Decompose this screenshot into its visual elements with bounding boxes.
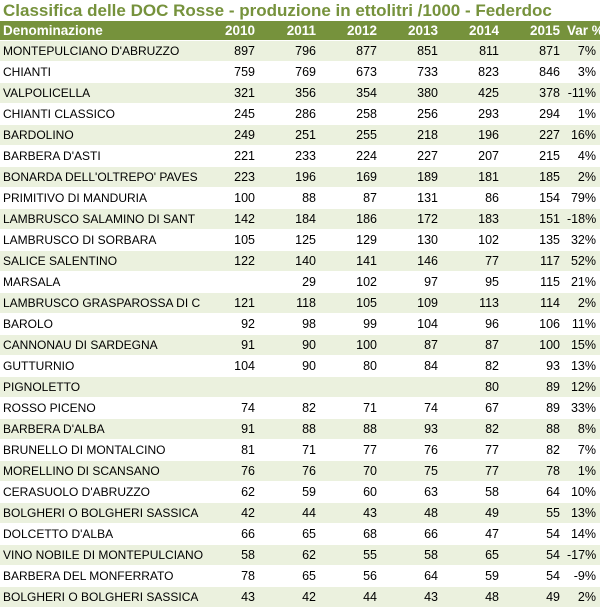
cell-var-percent[interactable]: 10% xyxy=(564,481,600,502)
cell-2011[interactable]: 356 xyxy=(259,82,320,103)
header-var-percent[interactable]: Var % xyxy=(564,21,600,40)
cell-denominazione[interactable]: BARDOLINO xyxy=(0,124,198,145)
cell-2010[interactable]: 897 xyxy=(198,40,259,61)
table-row xyxy=(0,439,600,460)
cell-2013[interactable]: 58 xyxy=(381,544,442,565)
cell-2010[interactable]: 81 xyxy=(198,439,259,460)
cell-var-percent[interactable]: 11% xyxy=(564,313,600,334)
cell-2010[interactable]: 100 xyxy=(198,187,259,208)
cell-2011[interactable]: 42 xyxy=(259,586,320,607)
cell-2014[interactable]: 113 xyxy=(442,292,503,313)
cell-denominazione[interactable]: CANNONAU DI SARDEGNA xyxy=(0,334,198,355)
doc-ranking-table xyxy=(0,21,604,608)
cell-2011[interactable]: 125 xyxy=(259,229,320,250)
cell-var-percent[interactable]: 15% xyxy=(564,334,600,355)
cell-2013[interactable]: 75 xyxy=(381,460,442,481)
cell-2012[interactable]: 105 xyxy=(320,292,381,313)
cell-var-percent[interactable]: 7% xyxy=(564,439,600,460)
cell-2010[interactable]: 66 xyxy=(198,523,259,544)
cell-2011[interactable]: 76 xyxy=(259,460,320,481)
cell-var-percent[interactable]: 14% xyxy=(564,523,600,544)
cell-2013[interactable]: 63 xyxy=(381,481,442,502)
cell-var-percent[interactable]: 2% xyxy=(564,586,600,607)
cell-denominazione[interactable]: LAMBRUSCO GRASPAROSSA DI C xyxy=(0,292,198,313)
cell-denominazione[interactable]: PIGNOLETTO xyxy=(0,376,198,397)
cell-2013[interactable]: 218 xyxy=(381,124,442,145)
cell-2014[interactable]: 811 xyxy=(442,40,503,61)
cell-2010[interactable] xyxy=(198,376,259,397)
cell-denominazione[interactable]: PRIMITIVO DI MANDURIA xyxy=(0,187,198,208)
cell-2010[interactable]: 121 xyxy=(198,292,259,313)
cell-denominazione[interactable]: BRUNELLO DI MONTALCINO xyxy=(0,439,198,460)
cell-2010[interactable]: 91 xyxy=(198,418,259,439)
cell-2015[interactable]: 54 xyxy=(503,523,564,544)
cell-2012[interactable]: 354 xyxy=(320,82,381,103)
cell-2011[interactable]: 90 xyxy=(259,334,320,355)
cell-2013[interactable]: 256 xyxy=(381,103,442,124)
cell-denominazione[interactable]: BOLGHERI O BOLGHERI SASSICA xyxy=(0,586,198,607)
cell-2013[interactable]: 733 xyxy=(381,61,442,82)
cell-2014[interactable]: 102 xyxy=(442,229,503,250)
cell-2011[interactable]: 796 xyxy=(259,40,320,61)
cell-2011[interactable] xyxy=(259,376,320,397)
cell-var-percent[interactable]: 21% xyxy=(564,271,600,292)
cell-2010[interactable]: 245 xyxy=(198,103,259,124)
cell-denominazione[interactable]: LAMBRUSCO SALAMINO DI SANT xyxy=(0,208,198,229)
cell-denominazione[interactable]: BOLGHERI O BOLGHERI SASSICA xyxy=(0,502,198,523)
table-row xyxy=(0,523,600,544)
cell-2012[interactable]: 68 xyxy=(320,523,381,544)
cell-2012[interactable]: 56 xyxy=(320,565,381,586)
cell-2015[interactable]: 54 xyxy=(503,565,564,586)
cell-2012[interactable]: 99 xyxy=(320,313,381,334)
table-row xyxy=(0,292,600,313)
table-row xyxy=(0,586,600,607)
cell-2012[interactable] xyxy=(320,376,381,397)
cell-2013[interactable]: 130 xyxy=(381,229,442,250)
cell-2010[interactable]: 223 xyxy=(198,166,259,187)
cell-var-percent[interactable]: 52% xyxy=(564,250,600,271)
cell-denominazione[interactable]: BONARDA DELL'OLTREPO' PAVES xyxy=(0,166,198,187)
cell-2015[interactable]: 64 xyxy=(503,481,564,502)
cell-2015[interactable]: 89 xyxy=(503,376,564,397)
table-row xyxy=(0,565,600,586)
cell-2014[interactable]: 77 xyxy=(442,439,503,460)
cell-var-percent[interactable]: 13% xyxy=(564,502,600,523)
cell-2015[interactable]: 117 xyxy=(503,250,564,271)
cell-denominazione[interactable]: BARBERA DEL MONFERRATO xyxy=(0,565,198,586)
cell-2013[interactable]: 851 xyxy=(381,40,442,61)
cell-2015[interactable]: 88 xyxy=(503,418,564,439)
cell-var-percent[interactable]: 33% xyxy=(564,397,600,418)
cell-var-percent[interactable]: 7% xyxy=(564,40,600,61)
cell-2010[interactable]: 221 xyxy=(198,145,259,166)
cell-var-percent[interactable]: 2% xyxy=(564,292,600,313)
cell-var-percent[interactable]: 16% xyxy=(564,124,600,145)
table-row xyxy=(0,40,600,61)
cell-var-percent[interactable]: 3% xyxy=(564,61,600,82)
cell-2014[interactable]: 87 xyxy=(442,334,503,355)
cell-2013[interactable]: 93 xyxy=(381,418,442,439)
cell-2014[interactable]: 86 xyxy=(442,187,503,208)
table-row xyxy=(0,208,600,229)
cell-2015[interactable]: 154 xyxy=(503,187,564,208)
cell-2014[interactable]: 82 xyxy=(442,418,503,439)
cell-2014[interactable]: 823 xyxy=(442,61,503,82)
cell-2014[interactable]: 181 xyxy=(442,166,503,187)
cell-2011[interactable]: 62 xyxy=(259,544,320,565)
table-row xyxy=(0,187,600,208)
cell-2014[interactable]: 82 xyxy=(442,355,503,376)
cell-var-percent[interactable]: 12% xyxy=(564,376,600,397)
cell-2015[interactable]: 55 xyxy=(503,502,564,523)
cell-2013[interactable]: 87 xyxy=(381,334,442,355)
cell-var-percent[interactable]: 2% xyxy=(564,166,600,187)
cell-2011[interactable]: 98 xyxy=(259,313,320,334)
cell-2015[interactable]: 378 xyxy=(503,82,564,103)
cell-2013[interactable]: 146 xyxy=(381,250,442,271)
cell-2015[interactable]: 151 xyxy=(503,208,564,229)
table-row xyxy=(0,124,600,145)
cell-2014[interactable]: 47 xyxy=(442,523,503,544)
cell-2012[interactable]: 87 xyxy=(320,187,381,208)
header-2011[interactable]: 2011 xyxy=(259,21,320,40)
cell-2013[interactable]: 109 xyxy=(381,292,442,313)
cell-2012[interactable]: 258 xyxy=(320,103,381,124)
cell-2012[interactable]: 100 xyxy=(320,334,381,355)
cell-2010[interactable]: 142 xyxy=(198,208,259,229)
cell-2015[interactable]: 100 xyxy=(503,334,564,355)
cell-2013[interactable]: 189 xyxy=(381,166,442,187)
cell-var-percent[interactable]: 1% xyxy=(564,103,600,124)
cell-2014[interactable]: 65 xyxy=(442,544,503,565)
cell-2012[interactable]: 43 xyxy=(320,502,381,523)
cell-var-percent[interactable]: 79% xyxy=(564,187,600,208)
cell-2012[interactable]: 102 xyxy=(320,271,381,292)
cell-2014[interactable]: 183 xyxy=(442,208,503,229)
cell-denominazione[interactable]: MONTEPULCIANO D'ABRUZZO xyxy=(0,40,198,61)
cell-2014[interactable]: 77 xyxy=(442,460,503,481)
cell-var-percent[interactable]: 1% xyxy=(564,460,600,481)
cell-2011[interactable]: 71 xyxy=(259,439,320,460)
cell-2012[interactable]: 88 xyxy=(320,418,381,439)
cell-2015[interactable]: 82 xyxy=(503,439,564,460)
table-row xyxy=(0,397,600,418)
cell-2012[interactable]: 80 xyxy=(320,355,381,376)
cell-var-percent[interactable]: -18% xyxy=(564,208,600,229)
header-2010[interactable]: 2010 xyxy=(198,21,259,40)
cell-2011[interactable]: 65 xyxy=(259,523,320,544)
cell-2012[interactable]: 129 xyxy=(320,229,381,250)
cell-2013[interactable]: 64 xyxy=(381,565,442,586)
cell-2015[interactable]: 294 xyxy=(503,103,564,124)
cell-2011[interactable]: 88 xyxy=(259,418,320,439)
cell-2013[interactable]: 104 xyxy=(381,313,442,334)
cell-2013[interactable]: 76 xyxy=(381,439,442,460)
cell-var-percent[interactable]: 4% xyxy=(564,145,600,166)
table-row xyxy=(0,103,600,124)
cell-denominazione[interactable]: DOLCETTO D'ALBA xyxy=(0,523,198,544)
table-row xyxy=(0,481,600,502)
cell-2010[interactable]: 42 xyxy=(198,502,259,523)
cell-2014[interactable]: 67 xyxy=(442,397,503,418)
cell-denominazione[interactable]: MARSALA xyxy=(0,271,198,292)
cell-2010[interactable]: 76 xyxy=(198,460,259,481)
cell-denominazione[interactable]: CHIANTI xyxy=(0,61,198,82)
table-row xyxy=(0,334,600,355)
cell-2015[interactable]: 106 xyxy=(503,313,564,334)
cell-2010[interactable]: 759 xyxy=(198,61,259,82)
cell-var-percent[interactable]: 32% xyxy=(564,229,600,250)
cell-2011[interactable]: 184 xyxy=(259,208,320,229)
cell-2010[interactable]: 74 xyxy=(198,397,259,418)
cell-2010[interactable]: 58 xyxy=(198,544,259,565)
cell-2014[interactable]: 207 xyxy=(442,145,503,166)
table-row xyxy=(0,376,600,397)
cell-2013[interactable]: 131 xyxy=(381,187,442,208)
cell-var-percent[interactable]: 8% xyxy=(564,418,600,439)
cell-2010[interactable]: 43 xyxy=(198,586,259,607)
cell-2011[interactable]: 118 xyxy=(259,292,320,313)
cell-2011[interactable]: 82 xyxy=(259,397,320,418)
table-row xyxy=(0,502,600,523)
cell-2014[interactable]: 48 xyxy=(442,586,503,607)
cell-2011[interactable]: 90 xyxy=(259,355,320,376)
header-2013[interactable]: 2013 xyxy=(381,21,442,40)
cell-2012[interactable]: 141 xyxy=(320,250,381,271)
cell-2011[interactable]: 65 xyxy=(259,565,320,586)
cell-2010[interactable]: 249 xyxy=(198,124,259,145)
cell-denominazione[interactable]: MORELLINO DI SCANSANO xyxy=(0,460,198,481)
table-row xyxy=(0,418,600,439)
cell-denominazione[interactable]: BARBERA D'ALBA xyxy=(0,418,198,439)
cell-2010[interactable]: 122 xyxy=(198,250,259,271)
cell-2014[interactable]: 49 xyxy=(442,502,503,523)
cell-2015[interactable]: 93 xyxy=(503,355,564,376)
table-body xyxy=(0,40,600,607)
cell-denominazione[interactable]: VALPOLICELLA xyxy=(0,82,198,103)
cell-2011[interactable]: 769 xyxy=(259,61,320,82)
cell-var-percent[interactable]: -17% xyxy=(564,544,600,565)
cell-2012[interactable]: 877 xyxy=(320,40,381,61)
cell-2012[interactable]: 224 xyxy=(320,145,381,166)
cell-denominazione[interactable]: BAROLO xyxy=(0,313,198,334)
table-row xyxy=(0,313,600,334)
cell-2012[interactable]: 55 xyxy=(320,544,381,565)
cell-2015[interactable]: 49 xyxy=(503,586,564,607)
cell-denominazione[interactable]: BARBERA D'ASTI xyxy=(0,145,198,166)
cell-2012[interactable]: 77 xyxy=(320,439,381,460)
cell-2011[interactable]: 140 xyxy=(259,250,320,271)
cell-2012[interactable]: 44 xyxy=(320,586,381,607)
cell-2013[interactable] xyxy=(381,376,442,397)
cell-denominazione[interactable]: CHIANTI CLASSICO xyxy=(0,103,198,124)
cell-2010[interactable]: 78 xyxy=(198,565,259,586)
cell-2011[interactable]: 286 xyxy=(259,103,320,124)
cell-2015[interactable]: 135 xyxy=(503,229,564,250)
cell-2015[interactable]: 846 xyxy=(503,61,564,82)
cell-2010[interactable]: 321 xyxy=(198,82,259,103)
cell-2012[interactable]: 169 xyxy=(320,166,381,187)
cell-2012[interactable]: 70 xyxy=(320,460,381,481)
cell-2015[interactable]: 115 xyxy=(503,271,564,292)
cell-2011[interactable]: 88 xyxy=(259,187,320,208)
cell-2014[interactable]: 77 xyxy=(442,250,503,271)
cell-2010[interactable]: 91 xyxy=(198,334,259,355)
cell-2013[interactable]: 84 xyxy=(381,355,442,376)
cell-2014[interactable]: 293 xyxy=(442,103,503,124)
cell-2011[interactable]: 196 xyxy=(259,166,320,187)
cell-2011[interactable]: 251 xyxy=(259,124,320,145)
cell-denominazione[interactable]: ROSSO PICENO xyxy=(0,397,198,418)
cell-denominazione[interactable]: CERASUOLO D'ABRUZZO xyxy=(0,481,198,502)
cell-2013[interactable]: 380 xyxy=(381,82,442,103)
cell-2015[interactable]: 54 xyxy=(503,544,564,565)
cell-denominazione[interactable]: GUTTURNIO xyxy=(0,355,198,376)
cell-2014[interactable]: 58 xyxy=(442,481,503,502)
cell-2013[interactable]: 227 xyxy=(381,145,442,166)
header-denominazione[interactable]: Denominazione xyxy=(0,21,198,40)
table-row xyxy=(0,82,600,103)
cell-2010[interactable]: 62 xyxy=(198,481,259,502)
cell-2012[interactable]: 673 xyxy=(320,61,381,82)
cell-2014[interactable]: 96 xyxy=(442,313,503,334)
cell-2014[interactable]: 196 xyxy=(442,124,503,145)
cell-2015[interactable]: 78 xyxy=(503,460,564,481)
cell-2013[interactable]: 74 xyxy=(381,397,442,418)
cell-2012[interactable]: 186 xyxy=(320,208,381,229)
table-row xyxy=(0,250,600,271)
cell-2013[interactable]: 48 xyxy=(381,502,442,523)
table-row xyxy=(0,460,600,481)
cell-2014[interactable]: 80 xyxy=(442,376,503,397)
table-row xyxy=(0,544,600,565)
header-2012[interactable]: 2012 xyxy=(320,21,381,40)
table-row xyxy=(0,271,600,292)
cell-denominazione[interactable]: LAMBRUSCO DI SORBARA xyxy=(0,229,198,250)
table-row xyxy=(0,229,600,250)
cell-2012[interactable]: 71 xyxy=(320,397,381,418)
header-2015[interactable]: 2015 xyxy=(503,21,564,40)
cell-var-percent[interactable]: -9% xyxy=(564,565,600,586)
table-row xyxy=(0,61,600,82)
table-header-row xyxy=(0,21,600,40)
cell-2010[interactable]: 105 xyxy=(198,229,259,250)
cell-denominazione[interactable]: VINO NOBILE DI MONTEPULCIANO xyxy=(0,544,198,565)
cell-2013[interactable]: 43 xyxy=(381,586,442,607)
cell-2013[interactable]: 97 xyxy=(381,271,442,292)
cell-2015[interactable]: 185 xyxy=(503,166,564,187)
cell-2011[interactable]: 233 xyxy=(259,145,320,166)
cell-2011[interactable]: 59 xyxy=(259,481,320,502)
cell-2014[interactable]: 59 xyxy=(442,565,503,586)
cell-2013[interactable]: 66 xyxy=(381,523,442,544)
cell-denominazione[interactable]: SALICE SALENTINO xyxy=(0,250,198,271)
cell-2015[interactable]: 89 xyxy=(503,397,564,418)
cell-2010[interactable] xyxy=(198,271,259,292)
cell-2014[interactable]: 95 xyxy=(442,271,503,292)
cell-2015[interactable]: 227 xyxy=(503,124,564,145)
page-title: Classifica delle DOC Rosse - produzione in ettolitri /1000 - Federdoc xyxy=(3,1,552,20)
table-row xyxy=(0,145,600,166)
cell-2010[interactable]: 104 xyxy=(198,355,259,376)
cell-2010[interactable]: 92 xyxy=(198,313,259,334)
cell-2013[interactable]: 172 xyxy=(381,208,442,229)
header-2014[interactable]: 2014 xyxy=(442,21,503,40)
table-row xyxy=(0,166,600,187)
cell-2014[interactable]: 425 xyxy=(442,82,503,103)
cell-2015[interactable]: 871 xyxy=(503,40,564,61)
cell-var-percent[interactable]: 13% xyxy=(564,355,600,376)
cell-2011[interactable]: 29 xyxy=(259,271,320,292)
cell-2015[interactable]: 114 xyxy=(503,292,564,313)
cell-2011[interactable]: 44 xyxy=(259,502,320,523)
cell-2015[interactable]: 215 xyxy=(503,145,564,166)
table-row xyxy=(0,355,600,376)
cell-var-percent[interactable]: -11% xyxy=(564,82,600,103)
cell-2012[interactable]: 255 xyxy=(320,124,381,145)
cell-2012[interactable]: 60 xyxy=(320,481,381,502)
